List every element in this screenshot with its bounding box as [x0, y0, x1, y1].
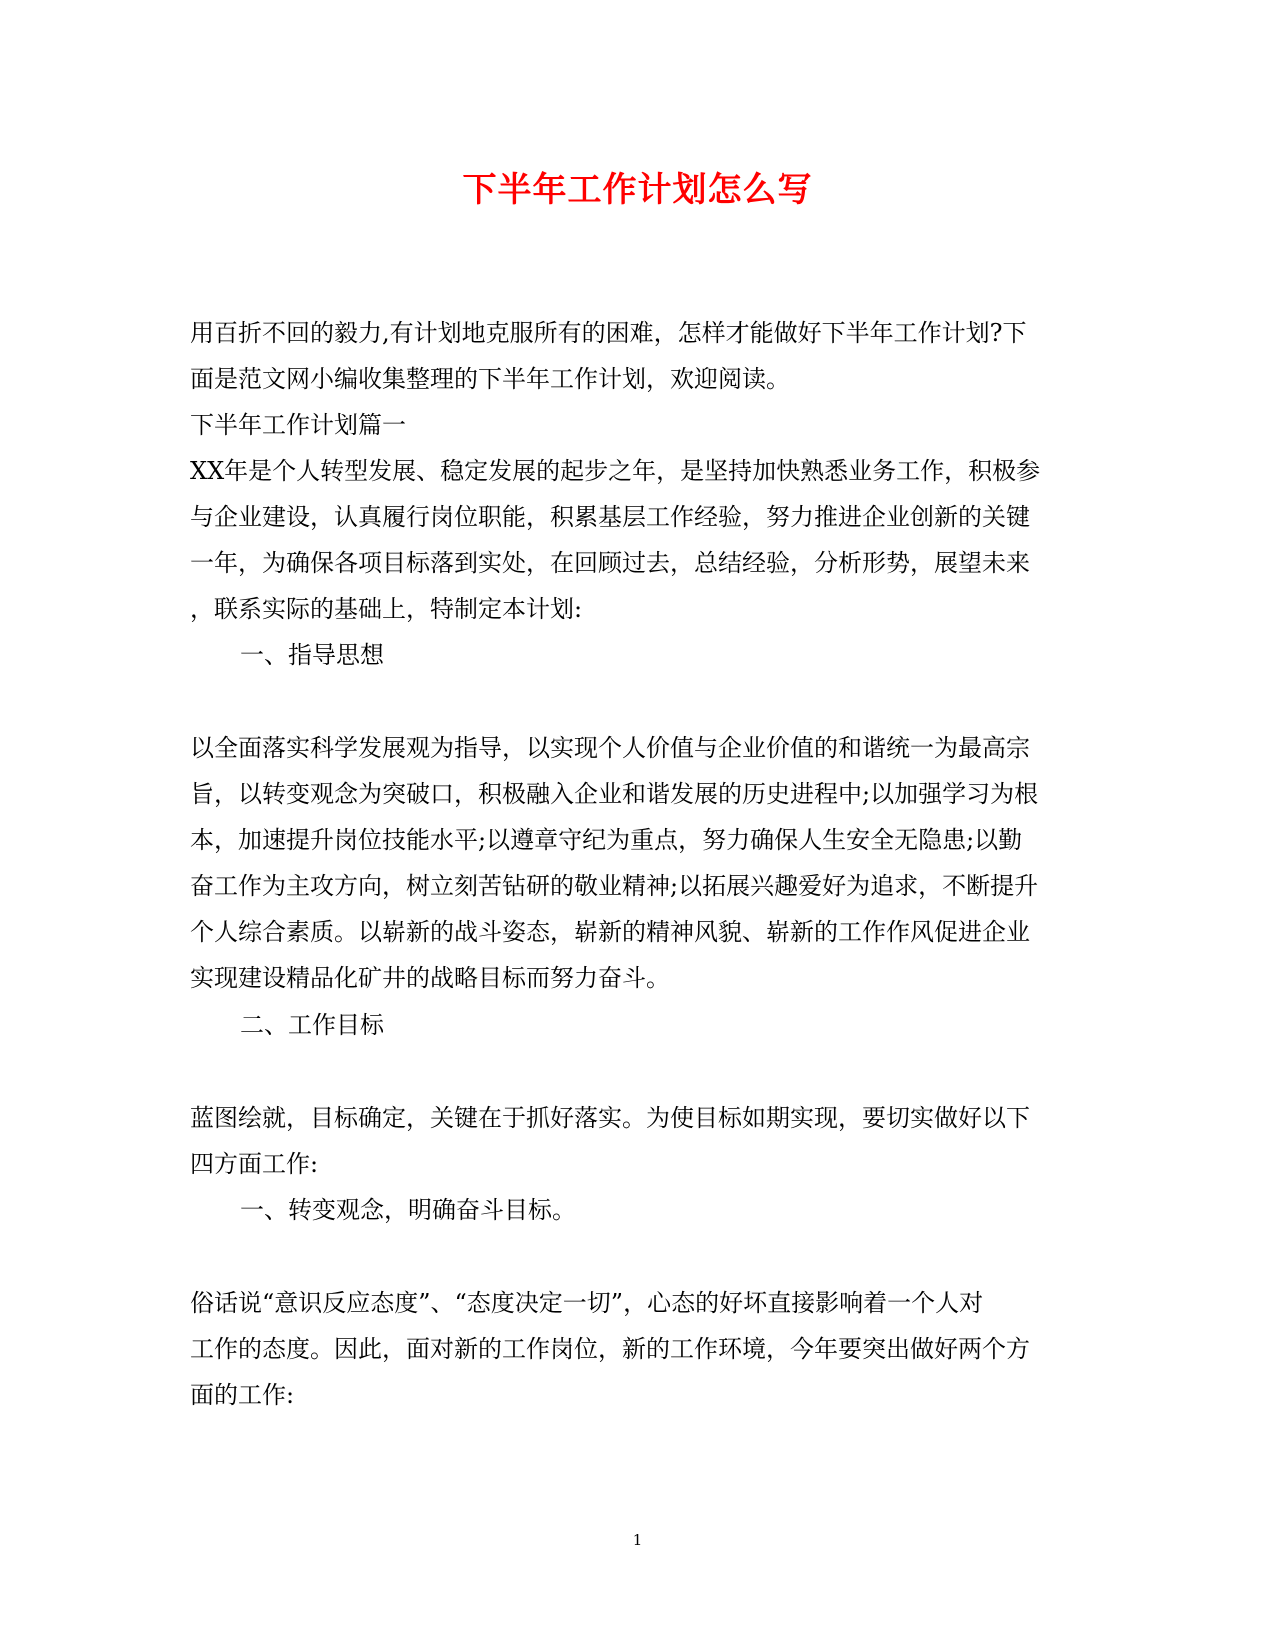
paragraph-line: ，联系实际的基础上，特制定本计划:	[190, 595, 583, 623]
paragraph-line: 旨，以转变观念为突破口，积极融入企业和谐发展的历史进程中;以加强学习为根	[190, 780, 1039, 808]
page-number: 1	[632, 1531, 643, 1549]
paragraph-line: 与企业建设，认真履行岗位职能，积累基层工作经验，努力推进企业创新的关键	[190, 503, 1030, 531]
subheading-guiding-ideology: 一、指导思想	[240, 641, 384, 669]
paragraph-line: 工作的态度。因此，面对新的工作岗位，新的工作环境，今年要突出做好两个方	[190, 1335, 1030, 1363]
section-heading: 下半年工作计划篇一	[190, 411, 406, 439]
document-title: 下半年工作计划怎么写	[462, 170, 813, 210]
paragraph-line: 个人综合素质。以崭新的战斗姿态，崭新的精神风貌、崭新的工作作风促进企业	[190, 918, 1030, 946]
paragraph-line: 一年，为确保各项目标落到实处，在回顾过去，总结经验，分析形势，展望未来	[190, 549, 1030, 577]
paragraph-line: 本，加速提升岗位技能水平;以遵章守纪为重点，努力确保人生安全无隐患;以勤	[190, 826, 1023, 854]
paragraph-line: 面的工作:	[190, 1381, 295, 1409]
paragraph-line: XX年是个人转型发展、稳定发展的起步之年，是坚持加快熟悉业务工作，积极参	[190, 457, 1041, 485]
paragraph-line: 用百折不回的毅力,有计划地克服所有的困难，怎样才能做好下半年工作计划?下	[190, 319, 1027, 347]
paragraph-line: 俗话说“意识反应态度”、“态度决定一切”，心态的好坏直接影响着一个人对	[190, 1289, 984, 1317]
paragraph-line: 奋工作为主攻方向，树立刻苦钻研的敬业精神;以拓展兴趣爱好为追求，不断提升	[190, 872, 1039, 900]
paragraph-line: 四方面工作:	[190, 1150, 319, 1178]
paragraph-line: 蓝图绘就，目标确定，关键在于抓好落实。为使目标如期实现，要切实做好以下	[190, 1104, 1030, 1132]
subheading-work-goals: 二、工作目标	[240, 1011, 384, 1039]
subheading-change-mindset: 一、转变观念，明确奋斗目标。	[240, 1196, 576, 1224]
paragraph-line: 面是范文网小编收集整理的下半年工作计划，欢迎阅读。	[190, 365, 790, 393]
paragraph-line: 以全面落实科学发展观为指导，以实现个人价值与企业价值的和谐统一为最高宗	[190, 734, 1030, 762]
paragraph-line: 实现建设精品化矿井的战略目标而努力奋斗。	[190, 964, 670, 992]
